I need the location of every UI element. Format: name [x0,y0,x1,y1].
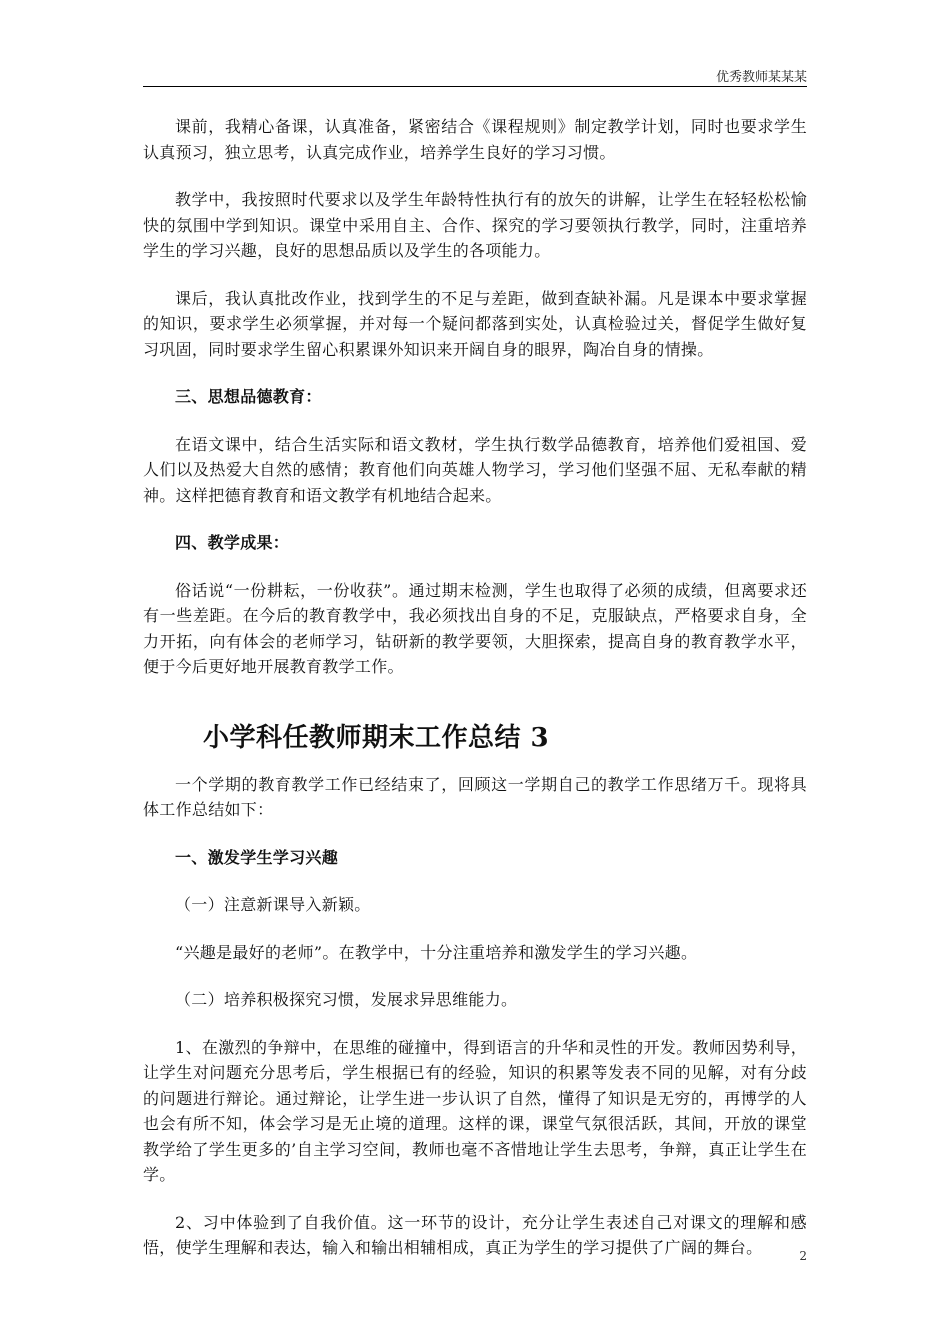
paragraph-after-class: 课后，我认真批改作业，找到学生的不足与差距，做到查缺补漏。凡是课本中要求掌握的知识，要求学生必须掌握，并对每一个疑问都落到实处，认真检验过关，督促学生做好复习巩固，同时要求学生留心积累课外知识来开阔自身的眼界，陶冶自身的情操。 [143,288,807,359]
header-divider [143,86,807,87]
paragraph-interest-teacher: “兴趣是最好的老师”。在教学中，十分注重培养和激发学生的学习兴趣。 [175,942,698,962]
section-heading-moral-education: 三、思想品德教育： [175,387,322,406]
paragraph-debate: 1、在激烈的争辩中，在思维的碰撞中，得到语言的升华和灵性的开发。教师因势利导，让学生对问题充分思考后，学生根据已有的经验，知识的积累等发表不同的见解，对有分歧的问题进行辩论。通过辩论，让学生进一步认识了自然，懂得了知识是无穷的，再博学的人也会有所不知，体会学习是无止境的道理。这样的课，课堂气氛很活跃，其间，开放的课堂教学给了学生更多的’自主学习空间，教师也毫不吝惜地让学生去思考，争辩，真正让学生在学。 [143,1037,807,1184]
document-title: 小学科任教师期末工作总结 3 [203,722,550,753]
paragraph-intro: 一个学期的教育教学工作已经结束了，回顾这一学期自己的教学工作思绪万千。现将具体工作总结如下： [143,774,807,819]
paragraph-during-class: 教学中，我按照时代要求以及学生年龄特性执行有的放矢的讲解，让学生在轻轻松松愉快的氛围中学到知识。课堂中采用自主、合作、探究的学习要领执行教学，同时，注重培养学生的学习兴趣，良好的思想品质以及学生的各项能力。 [143,190,807,260]
paragraph-teaching-results: 俗话说“一份耕耘，一份收获”。通过期末检测，学生也取得了必须的成绩，但离要求还有一些差距。在今后的教育教学中，我必须找出自身的不足，克服缺点，严格要求自身，全力开拓，向有体会的老师学习，钻研新的教学要领，大胆探索，提高自身的教育教学水平，便于今后更好地开展教育教学工作。 [143,580,807,676]
paragraph-moral-education: 在语文课中，结合生活实际和语文教材，学生执行数学品德教育，培养他们爱祖国、爱人们以及热爱大自然的感情；教育他们向英雄人物学习，学习他们坚强不屈、无私奉献的精神。这样把德育教育和语文教学有机地结合起来。 [143,434,807,505]
document-body [143,114,807,1261]
subheading-exploration: （二）培养积极探究习惯，发展求异思维能力。 [175,990,518,1009]
paragraph-before-class: 课前，我精心备课，认真准备，紧密结合《课程规则》制定教学计划，同时也要求学生认真预习，独立思考，认真完成作业，培养学生良好的学习习惯。 [143,117,807,162]
section-heading-interest: 一、激发学生学习兴趣 [175,847,339,867]
page-number: 2 [799,1249,807,1263]
page-header: 优秀教师某某某 [715,70,807,85]
section-heading-teaching-results: 四、教学成果： [175,533,290,552]
subheading-new-lesson: （一）注意新课导入新颖。 [175,895,371,914]
paragraph-self-value: 2、习中体验到了自我价值。这一环节的设计，充分让学生表述自己对课文的理解和感悟，使学生理解和表达，输入和输出相辅相成，真正为学生的学习提供了广阔的舞台。 [143,1212,807,1257]
